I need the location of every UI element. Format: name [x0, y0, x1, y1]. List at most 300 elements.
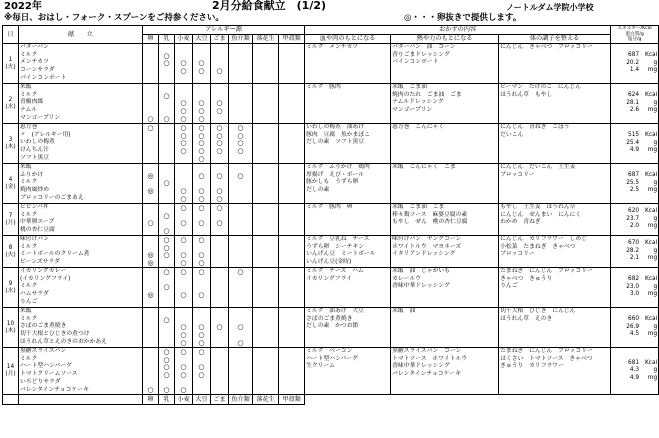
heat-line: ナムルドレッシング [392, 99, 444, 106]
allergen-mark [211, 331, 228, 339]
allergen-cell [229, 348, 253, 395]
allergen-mark [143, 348, 158, 356]
blood-line: いんげん豆 ミートボール [306, 251, 376, 258]
blood-line: さばのごま煮焼き [306, 315, 353, 322]
allergen-mark [143, 268, 158, 276]
menu-item: マンゴープリン [20, 114, 61, 121]
allergen-mark: ○ [198, 235, 205, 244]
allergen-mark [229, 348, 252, 356]
weekday: (木) [5, 143, 16, 150]
allergen-mark [229, 187, 252, 195]
allergen-mark [253, 179, 278, 187]
allergen-mark [143, 44, 158, 52]
allergen-mark [229, 195, 252, 203]
allergen-mark [229, 363, 252, 371]
nutrition-number: 681 [628, 359, 640, 366]
body-ingredients [499, 308, 611, 348]
allergen-cell [253, 268, 279, 308]
menu-item: ミルク [20, 315, 38, 322]
allergen-mark [143, 356, 158, 364]
allergen-mark: ○ [237, 322, 244, 332]
allergen-cell [143, 308, 159, 348]
nutrition-unit: g [653, 323, 658, 330]
allergen-mark: ○ [216, 203, 223, 212]
allergen-mark: ○ [163, 226, 170, 236]
menu-item: ビビンバ丼 [20, 204, 49, 210]
allergen-mark [211, 155, 228, 163]
menu-item: ブロッコリーのごまあえ [20, 194, 84, 201]
allergen-mark: ○ [163, 347, 170, 356]
allergen-mark [143, 323, 158, 331]
blood-line: 厚揚げ えび・ボール [306, 171, 364, 178]
allergen-mark [159, 187, 174, 195]
allergy-group-header: アレルギー源 [143, 26, 305, 35]
body-line: ピーマン たけのこ にんじん [500, 84, 582, 90]
body-line: にんじん 青ねぎ ごぼう [500, 124, 570, 130]
allergen-mark [159, 195, 174, 203]
allergen-mark [229, 291, 252, 299]
nutrition-value [612, 187, 657, 195]
heat-line: バターパン 油 コーン [392, 44, 456, 50]
day-number: 10 [6, 320, 15, 327]
allergen-cell [279, 236, 305, 268]
allergen-cell [229, 44, 253, 84]
nutrition-cell [611, 268, 659, 308]
allergen-mark [211, 291, 228, 299]
allergen-cell [211, 44, 229, 84]
allergen-footer: 卵 [143, 395, 159, 405]
allergen-mark: ○ [180, 106, 187, 116]
body-line: 切干大根 ひじき にんじん [500, 308, 576, 314]
body-line: はくさい トマトソース きゃべつ [500, 355, 593, 362]
nutrition-value [612, 240, 657, 248]
menu-cell [19, 268, 143, 308]
allergen-cell [253, 44, 279, 84]
day-row [3, 348, 659, 395]
allergen-mark [143, 84, 158, 92]
menu-cell [19, 164, 143, 204]
egg-free-note: ◎・・・卵抜きで提供します。 [404, 13, 522, 23]
nutrition-cell [611, 204, 659, 236]
allergen-mark: ○ [163, 178, 170, 188]
allergen-mark [253, 75, 278, 83]
allergen-mark [279, 179, 304, 187]
body-line: にんじん きゃべつ ブロッコリー [500, 44, 593, 50]
allergen-cell [229, 84, 253, 124]
nutrition-unit: mg [647, 255, 658, 262]
heat-line: 香味中華ドレッシング [392, 363, 450, 370]
nutrition-unit: mg [647, 67, 658, 74]
nutrition-value [612, 100, 657, 108]
nutrition-cell [611, 84, 659, 124]
blood-line: だしの素 [306, 187, 330, 194]
allergen-mark: ◎ [147, 290, 154, 300]
body-line: にんじん カリフラワー しめじ [500, 236, 588, 242]
menu-item: 切干大根とひじきの煮つけ [20, 331, 90, 338]
menu-item: ソフト黒豆 [20, 154, 49, 161]
body-line: きゅうり カリフラワー [500, 363, 564, 370]
nutrition-value [612, 132, 657, 140]
allergen-mark [159, 259, 174, 267]
allergen-cell [211, 308, 229, 348]
allergen-mark [279, 386, 304, 394]
allergen-mark [279, 124, 304, 132]
nutrition-cell [611, 308, 659, 348]
body-line: たまねぎ にんじん ブロッコリー [500, 348, 593, 354]
allergen-mark: ○ [180, 203, 187, 212]
blood-line: ミルク ふりかけ 鶏肉 [306, 164, 370, 170]
heat-line: 香りごまドレッシング [392, 51, 450, 58]
nutrition-number: 620 [628, 207, 640, 214]
allergen-cell [193, 164, 211, 204]
allergen-mark [229, 219, 252, 227]
body-line: だいこん [500, 131, 524, 138]
nutrition-number: 660 [628, 315, 640, 322]
allergen-cell [193, 268, 211, 308]
allergen-mark [279, 331, 304, 339]
menu-item: イカリングカレー [20, 268, 67, 274]
nutrition-unit: Kcal [644, 207, 658, 214]
nutrition-number: 23.0 [626, 283, 640, 290]
allergen-mark [175, 155, 192, 163]
allergen-cell [143, 124, 159, 164]
allergen-mark: ○ [216, 66, 223, 76]
allergen-mark [279, 195, 304, 203]
allergen-mark [159, 155, 174, 163]
allergen-mark: ○ [180, 362, 187, 372]
nutrition-unit: Kcal [644, 359, 658, 366]
allergen-mark: ○ [180, 347, 187, 356]
nutrition-unit: Kcal [644, 91, 658, 98]
allergen-mark [279, 75, 304, 83]
allergen-cell [143, 44, 159, 84]
nutrition-value [612, 67, 657, 75]
nutrition-unit: g [653, 139, 658, 146]
allergen-mark [143, 339, 158, 347]
allergen-cell [211, 164, 229, 204]
allergen-mark: ○ [180, 146, 187, 156]
allergen-mark [175, 75, 192, 83]
allergen-mark [253, 107, 278, 115]
nutrition-value [612, 208, 657, 216]
nutrition-unit: Kcal [644, 171, 658, 178]
allergen-mark: ○ [163, 314, 170, 324]
blood-line: だしの素 かつお節 [306, 323, 359, 330]
heat-line: マンゴープリン [392, 107, 433, 114]
nutrition-value [612, 172, 657, 180]
year-label: 2022年 [4, 1, 42, 12]
weekday: (火) [5, 251, 16, 258]
menu-cell [19, 236, 143, 268]
allergen-mark [193, 227, 210, 235]
day-number: 7 [8, 212, 13, 219]
nutrition-unit: g [653, 215, 658, 222]
allergen-mark: ○ [163, 354, 170, 364]
allergen-mark [159, 299, 174, 307]
allergen-mark: ○ [147, 385, 154, 395]
allergen-mark [193, 276, 210, 284]
allergen-mark [279, 44, 304, 52]
heat-line: ホワイトルウ マヨネーズ [392, 243, 462, 250]
allergen-mark [253, 259, 278, 267]
allergen-cell [159, 44, 175, 84]
allergen-mark [211, 339, 228, 347]
allergen-mark: ○ [163, 113, 170, 123]
allergen-mark: ○ [180, 385, 187, 395]
allergen-cell [193, 84, 211, 124]
allergen-mark [253, 339, 278, 347]
nutrition-unit: g [653, 283, 658, 290]
allergen-mark: ○ [237, 267, 244, 276]
allergen-mark [211, 75, 228, 83]
allergen-mark [229, 212, 252, 220]
allergen-mark [143, 316, 158, 324]
menu-item: メンチカツ [20, 59, 49, 66]
nutrition-number: 28.1 [626, 99, 640, 106]
allergen-cell [279, 348, 305, 395]
allergen-mark: ○ [198, 106, 205, 116]
allergen-mark [143, 204, 158, 212]
allergen-mark: ○ [198, 58, 205, 68]
allergen-mark: ○ [180, 193, 187, 203]
nutrition-value [612, 147, 657, 155]
allergen-cell [143, 84, 159, 124]
menu-item: トマトクリームソース [20, 371, 78, 378]
menu-item: 桃の杏仁豆腐 [20, 227, 55, 234]
allergen-mark [143, 299, 158, 307]
menu-item: パインコンポート [20, 74, 67, 81]
allergen-mark [253, 155, 278, 163]
nutrition-number: 4.5 [629, 331, 640, 338]
allergen-mark [253, 84, 278, 92]
allergen-mark: ○ [163, 385, 170, 395]
allergen-mark: ○ [216, 186, 223, 196]
day-cell [3, 84, 19, 124]
allergen-mark: ○ [237, 123, 244, 132]
menu-cell [19, 348, 143, 395]
menu-item: ハムサラダ [20, 291, 49, 298]
allergen-mark [279, 92, 304, 100]
allergen-mark: ○ [180, 98, 187, 108]
allergen-mark [211, 386, 228, 394]
allergen-mark [211, 363, 228, 371]
nutrition-value [612, 367, 657, 375]
allergen-cell [229, 268, 253, 308]
allergen-mark [279, 59, 304, 67]
heat-ingredients [391, 308, 499, 348]
allergen-mark [253, 92, 278, 100]
nutrition-number: 25.5 [626, 179, 640, 186]
nutrition-number: 23.7 [626, 215, 640, 222]
blood-header: 血や肉のもとになる [305, 35, 391, 44]
allergen-mark: ◎ [147, 258, 154, 268]
allergen-cell [175, 268, 193, 308]
allergen-mark: ◎ [147, 170, 154, 180]
menu-item: 恵方巻 [20, 124, 38, 130]
nutrition-number: 624 [628, 91, 640, 98]
allergen-mark [253, 227, 278, 235]
day-number: 14 [6, 364, 15, 371]
body-line: たまねぎ にんじん ブロッコリー [500, 268, 593, 274]
allergen-cell [159, 348, 175, 395]
allergen-mark: ○ [198, 267, 205, 276]
allergen-mark: ○ [180, 138, 187, 148]
allergen-mark [279, 107, 304, 115]
allergen-mark [279, 339, 304, 347]
allergen-mark: ○ [198, 290, 205, 300]
nutrition-value [612, 324, 657, 332]
allergen-mark [253, 363, 278, 371]
allergen-mark [253, 67, 278, 75]
heat-ingredients [391, 236, 499, 268]
ingredients-group-header: おかずの内容 [305, 26, 611, 35]
allergen-mark [211, 236, 228, 244]
allergen-mark [143, 147, 158, 155]
allergen-cell [279, 44, 305, 84]
allergen-mark [143, 195, 158, 203]
allergen-mark [229, 115, 252, 123]
menu-item: ミルク [20, 51, 38, 58]
allergen-mark: ○ [216, 218, 223, 228]
menu-cell [19, 84, 143, 124]
allergen-cell [193, 124, 211, 164]
allergen-mark: ○ [180, 267, 187, 276]
nutrition-cell [611, 236, 659, 268]
allergen-header: ごま [211, 35, 229, 44]
day-row [3, 308, 659, 348]
allergen-footer: 乳 [159, 395, 175, 405]
allergen-cell [253, 124, 279, 164]
allergen-footer: 小麦 [175, 395, 193, 405]
nutrition-value [612, 107, 657, 115]
day-number: 2 [8, 96, 13, 103]
allergen-cell [253, 204, 279, 236]
allergen-cell [211, 124, 229, 164]
heat-ingredients [391, 84, 499, 124]
day-number: 3 [8, 136, 13, 143]
allergen-mark: ○ [180, 123, 187, 132]
heat-line: トマトソース ホワイトルウ [392, 355, 468, 362]
allergen-mark [143, 155, 158, 163]
menu-item: ふりかけ [20, 171, 44, 178]
nutrition-value [612, 52, 657, 60]
allergen-cell [253, 308, 279, 348]
blood-ingredients [305, 308, 391, 348]
allergen-mark [211, 259, 228, 267]
allergen-cell [175, 348, 193, 395]
body-line: わかめ 青ねぎ [500, 219, 541, 226]
allergen-mark [253, 308, 278, 316]
allergen-mark: ○ [216, 106, 223, 116]
day-cell [3, 348, 19, 395]
menu-item: ミルク [20, 243, 38, 250]
allergen-mark [253, 371, 278, 379]
day-row [3, 236, 659, 268]
allergen-mark [253, 386, 278, 394]
allergen-mark: ○ [163, 267, 170, 276]
nutrition-header-line: エネルギー/Kcal [617, 26, 652, 32]
heat-ingredients [391, 348, 499, 395]
nutrition-unit: Kcal [644, 239, 658, 246]
allergen-mark [253, 52, 278, 60]
allergen-mark [229, 84, 252, 92]
allergen-mark [253, 316, 278, 324]
nutrition-value [612, 255, 657, 263]
allergen-mark [279, 187, 304, 195]
allergen-cell [279, 164, 305, 204]
allergen-mark [253, 299, 278, 307]
blood-line: ミルク ベーコン [306, 348, 353, 354]
menu-item: パターパン [20, 44, 49, 50]
allergen-mark [175, 276, 192, 284]
nutrition-number: 2.0 [629, 223, 640, 230]
allergen-mark [159, 339, 174, 347]
nutrition-unit: mg [647, 107, 658, 114]
nutrition-number: 2.6 [629, 107, 640, 114]
blood-line: だしの素 ソフト黒豆 [306, 139, 365, 146]
allergen-mark: ○ [180, 58, 187, 68]
body-ingredients [499, 204, 611, 236]
menu-item: 〃 (アレルギー用) [20, 131, 71, 138]
allergen-mark [193, 44, 210, 52]
allergen-mark: ○ [216, 123, 223, 132]
allergen-mark [279, 251, 304, 259]
nutrition-unit: Kcal [644, 51, 658, 58]
allergen-mark [279, 115, 304, 123]
heat-ingredients [391, 164, 499, 204]
allergen-mark: ○ [198, 153, 205, 163]
body-line: 小松菜 たまねぎ きゃべつ [500, 243, 576, 250]
allergen-mark: ○ [216, 322, 223, 332]
allergen-mark [229, 371, 252, 379]
allergen-mark: ○ [198, 98, 205, 108]
blood-ingredients [305, 204, 391, 236]
nutrition-number: 687 [628, 171, 640, 178]
allergen-mark [159, 67, 174, 75]
allergen-mark: ○ [180, 250, 187, 260]
allergen-mark: ○ [147, 123, 154, 132]
menu-cell [19, 124, 143, 164]
allergen-mark [253, 219, 278, 227]
nutrition-number: 515 [628, 131, 640, 138]
nutrition-number: 682 [628, 275, 640, 282]
allergen-mark: ○ [180, 290, 187, 300]
blood-ingredients [305, 44, 391, 84]
menu-item: ミルク [20, 211, 38, 218]
allergen-mark [143, 363, 158, 371]
allergen-cell [159, 84, 175, 124]
heat-line: バレンタインチョコケーキ [392, 371, 462, 378]
allergen-mark [229, 244, 252, 252]
allergen-mark [229, 276, 252, 284]
menu-cell [19, 204, 143, 236]
allergen-mark [279, 323, 304, 331]
nutrition-unit: g [653, 99, 658, 106]
allergen-mark [229, 59, 252, 67]
page-header [0, 0, 640, 24]
allergen-mark [279, 84, 304, 92]
allergen-mark [211, 84, 228, 92]
body-ingredients [499, 124, 611, 164]
allergen-mark: ○ [198, 362, 205, 372]
nutrition-cell [611, 124, 659, 164]
allergen-mark: ○ [198, 170, 205, 180]
allergen-mark [253, 187, 278, 195]
menu-item: (イカリングフライ) [20, 275, 71, 282]
allergen-mark [229, 92, 252, 100]
nutrition-unit: mg [647, 331, 658, 338]
allergen-mark [279, 219, 304, 227]
